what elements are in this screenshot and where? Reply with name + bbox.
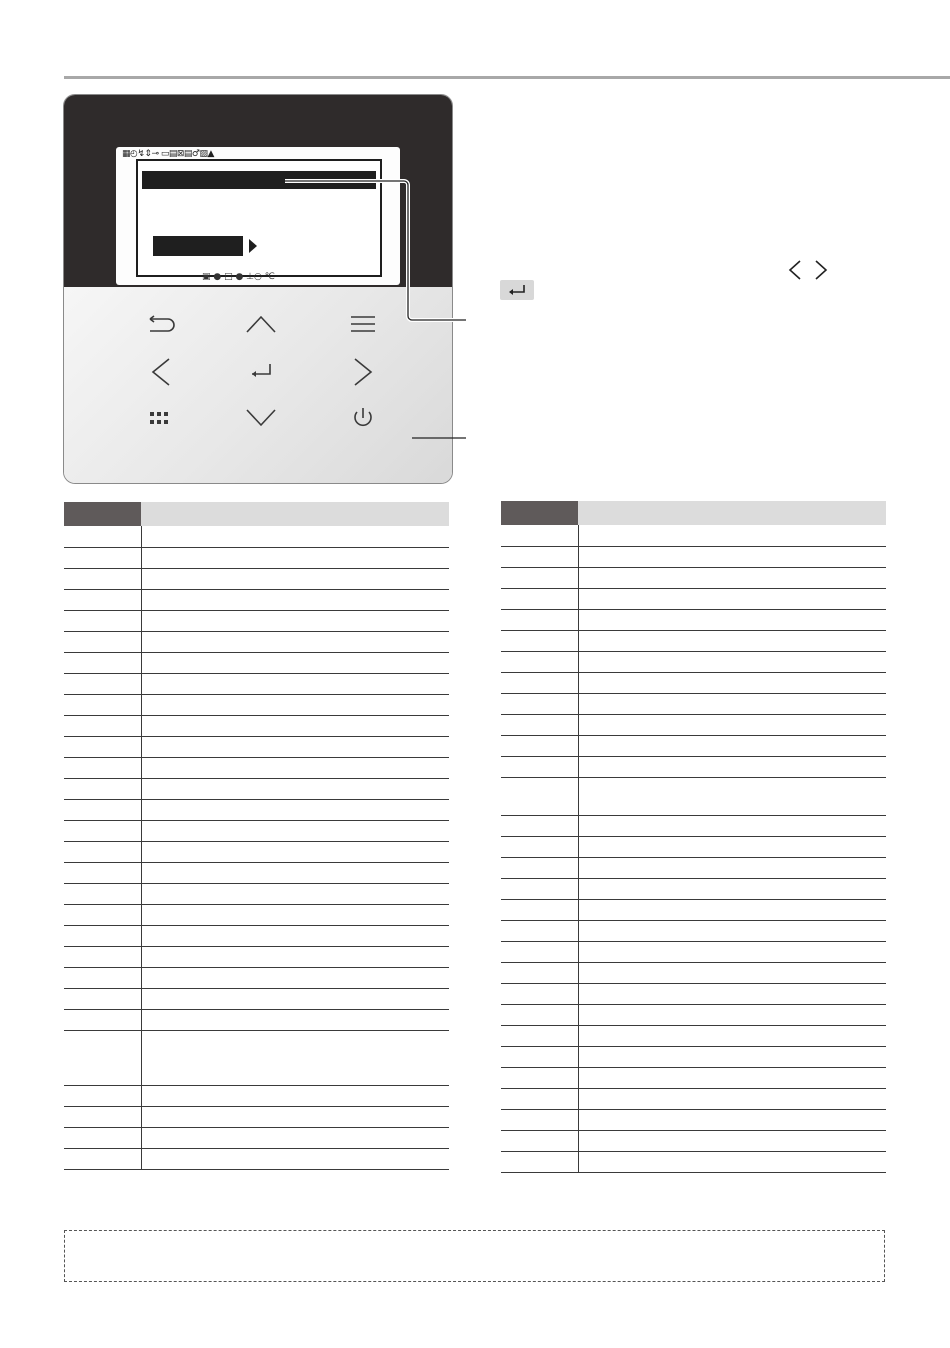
table-row bbox=[501, 567, 886, 588]
table-row bbox=[64, 589, 449, 610]
table-row bbox=[64, 715, 449, 736]
remote-keypad bbox=[64, 287, 452, 484]
table-row bbox=[501, 1067, 886, 1088]
table-row bbox=[64, 904, 449, 925]
table-row bbox=[501, 1151, 886, 1172]
table-row bbox=[64, 967, 449, 988]
left-arrow-icon bbox=[138, 355, 184, 389]
table-row bbox=[64, 925, 449, 946]
table-row bbox=[501, 651, 886, 672]
grid-icon bbox=[138, 401, 184, 435]
table-row bbox=[501, 630, 886, 651]
table-row bbox=[64, 547, 449, 568]
enter-key-icon bbox=[500, 280, 534, 300]
menu-icon bbox=[340, 307, 386, 341]
table-row bbox=[64, 673, 449, 694]
enter-button[interactable] bbox=[238, 355, 284, 389]
table-header bbox=[501, 501, 886, 525]
note-box bbox=[64, 1230, 885, 1282]
table-row bbox=[501, 756, 886, 777]
remote-upper-panel bbox=[64, 95, 452, 287]
table-row bbox=[501, 693, 886, 714]
right-arrow-icon bbox=[340, 355, 386, 389]
table-row bbox=[501, 588, 886, 609]
left-reference-table bbox=[64, 502, 449, 1170]
table-row bbox=[64, 1106, 449, 1127]
up-button[interactable] bbox=[238, 307, 284, 341]
header-cell bbox=[501, 501, 578, 525]
table-row bbox=[501, 609, 886, 630]
power-icon bbox=[340, 401, 386, 435]
table-row bbox=[64, 820, 449, 841]
down-button[interactable] bbox=[238, 401, 284, 435]
header-cell bbox=[141, 502, 449, 526]
grid-button[interactable] bbox=[138, 401, 184, 435]
table-row bbox=[64, 1148, 449, 1169]
table-row bbox=[501, 836, 886, 857]
left-button[interactable] bbox=[138, 355, 184, 389]
table-row bbox=[501, 525, 886, 546]
table-row bbox=[64, 652, 449, 673]
table-row bbox=[64, 1085, 449, 1106]
lcd-screen bbox=[116, 147, 400, 285]
table-row bbox=[501, 714, 886, 735]
table-row bbox=[64, 778, 449, 799]
table-row bbox=[501, 1130, 886, 1151]
table-row bbox=[501, 1046, 886, 1067]
table-row bbox=[501, 1004, 886, 1025]
table-row bbox=[64, 946, 449, 967]
down-arrow-icon bbox=[238, 401, 284, 435]
table-row bbox=[64, 883, 449, 904]
right-button[interactable] bbox=[340, 355, 386, 389]
table-row bbox=[64, 862, 449, 883]
table-row bbox=[64, 526, 449, 547]
table-row bbox=[64, 610, 449, 631]
lcd-popup bbox=[136, 159, 382, 277]
right-reference-table bbox=[501, 501, 886, 1173]
table-row bbox=[501, 899, 886, 920]
table-row bbox=[501, 777, 886, 815]
table-row bbox=[64, 568, 449, 589]
table-row bbox=[501, 962, 886, 983]
back-button[interactable] bbox=[138, 307, 184, 341]
table-row bbox=[501, 1109, 886, 1130]
table-row bbox=[64, 988, 449, 1009]
table-row bbox=[64, 799, 449, 820]
table-row bbox=[64, 757, 449, 778]
top-rule bbox=[64, 76, 950, 79]
up-arrow-icon bbox=[238, 307, 284, 341]
lcd-status-icons: ▦◴↯⇕⊸ ▭▤⊠▤♂▨▲ bbox=[122, 149, 214, 159]
lcd-selected-row bbox=[142, 171, 376, 189]
menu-button[interactable] bbox=[340, 307, 386, 341]
table-row bbox=[501, 941, 886, 962]
table-row bbox=[501, 983, 886, 1004]
header-cell bbox=[64, 502, 141, 526]
table-row bbox=[501, 920, 886, 941]
header-cell bbox=[578, 501, 886, 525]
enter-icon bbox=[238, 355, 284, 389]
table-row bbox=[64, 1127, 449, 1148]
table-row bbox=[64, 694, 449, 715]
power-button[interactable] bbox=[340, 401, 386, 435]
table-row bbox=[501, 815, 886, 836]
table-row bbox=[501, 735, 886, 756]
table-row bbox=[501, 1088, 886, 1109]
lcd-arrow-icon bbox=[249, 239, 257, 253]
table-row bbox=[501, 878, 886, 899]
lcd-button bbox=[153, 236, 243, 256]
table-header bbox=[64, 502, 449, 526]
table-row bbox=[64, 841, 449, 862]
lcd-bottom-icons: ▣ ● □ ● ⊥○ ℃ bbox=[202, 272, 275, 282]
table-row bbox=[64, 631, 449, 652]
table-row bbox=[501, 1025, 886, 1046]
table-row bbox=[501, 546, 886, 567]
remote-controller bbox=[63, 94, 453, 484]
table-row bbox=[501, 672, 886, 693]
table-row bbox=[64, 1030, 449, 1085]
table-row bbox=[64, 736, 449, 757]
left-right-arrows-icon bbox=[786, 258, 832, 282]
back-icon bbox=[138, 307, 184, 341]
table-row bbox=[501, 857, 886, 878]
table-row bbox=[64, 1009, 449, 1030]
